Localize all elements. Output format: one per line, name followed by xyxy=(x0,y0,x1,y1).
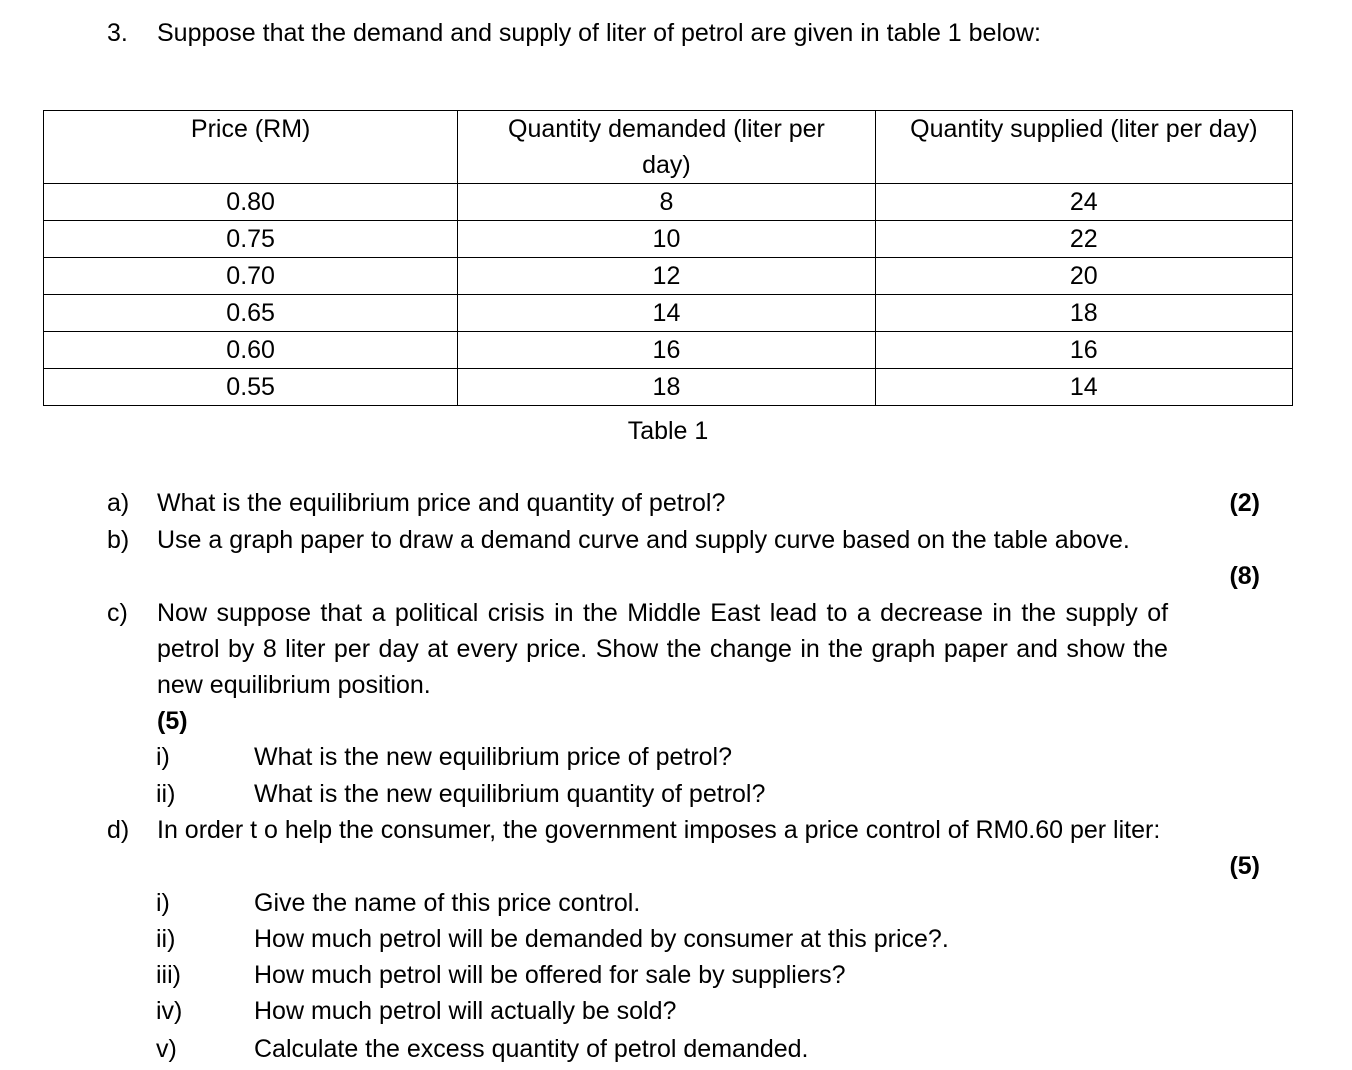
part-d-sub-label: iii) xyxy=(156,961,181,989)
part-c-sub-text: What is the new equilibrium price of petrol? xyxy=(254,743,733,771)
part-a-marks: (2) xyxy=(1229,489,1260,517)
part-c-line-3: new equilibrium position. xyxy=(157,671,431,699)
part-d-label: d) xyxy=(107,816,130,844)
part-c-sub-text: What is the new equilibrium quantity of petrol? xyxy=(254,780,766,808)
table-header-row xyxy=(44,111,1293,184)
part-d-sub-text: How much petrol will actually be sold? xyxy=(254,997,677,1025)
header-price: Price (RM) xyxy=(44,111,458,184)
header-quantity-demanded: Quantity demanded (liter per day) xyxy=(458,111,875,184)
table-row xyxy=(44,369,1293,406)
part-a-label: a) xyxy=(107,489,130,517)
cell-price: 0.55 xyxy=(44,369,458,406)
part-c-sub-label: ii) xyxy=(156,780,176,808)
cell-demanded: 14 xyxy=(458,295,875,332)
cell-supplied: 18 xyxy=(875,295,1292,332)
part-d-marks: (5) xyxy=(1229,852,1260,880)
part-c-marks: (5) xyxy=(157,707,188,735)
header-quantity-supplied: Quantity supplied (liter per day) xyxy=(875,111,1292,184)
table-row xyxy=(44,184,1293,221)
cell-demanded: 16 xyxy=(458,332,875,369)
part-c-line-1: Now suppose that a political crisis in the Middle East lead to a decrease in the supply of xyxy=(157,599,1169,627)
question-intro: Suppose that the demand and supply of liter of petrol are given in table 1 below: xyxy=(157,19,1041,47)
part-b-marks: (8) xyxy=(1229,562,1260,590)
part-d-sub-text: How much petrol will be offered for sale by suppliers? xyxy=(254,961,846,989)
cell-price: 0.75 xyxy=(44,221,458,258)
part-b-text: Use a graph paper to draw a demand curve and supply curve based on the table above. xyxy=(157,526,1130,554)
cell-price: 0.65 xyxy=(44,295,458,332)
part-d-sub-text: Calculate the excess quantity of petrol demanded. xyxy=(254,1035,809,1063)
table-row xyxy=(44,258,1293,295)
cell-supplied: 20 xyxy=(875,258,1292,295)
part-d-sub-text: Give the name of this price control. xyxy=(254,889,641,917)
table-row xyxy=(44,221,1293,258)
part-d-sub-label: v) xyxy=(156,1035,177,1063)
cell-supplied: 22 xyxy=(875,221,1292,258)
cell-supplied: 24 xyxy=(875,184,1292,221)
part-d-sub-label: iv) xyxy=(156,997,183,1025)
cell-price: 0.70 xyxy=(44,258,458,295)
table-caption: Table 1 xyxy=(627,417,709,445)
table-row xyxy=(44,332,1293,369)
part-b-label: b) xyxy=(107,526,130,554)
cell-supplied: 14 xyxy=(875,369,1292,406)
part-d-sub-label: ii) xyxy=(156,925,176,953)
part-d-text: In order t o help the consumer, the government imposes a price control of RM0.60 per liter: xyxy=(157,816,1161,844)
table-row xyxy=(44,295,1293,332)
part-a-text: What is the equilibrium price and quantity of petrol? xyxy=(157,489,726,517)
part-c-label: c) xyxy=(107,599,128,627)
cell-price: 0.60 xyxy=(44,332,458,369)
cell-demanded: 18 xyxy=(458,369,875,406)
part-c-sub-label: i) xyxy=(156,743,170,771)
part-d-sub-label: i) xyxy=(156,889,170,917)
cell-supplied: 16 xyxy=(875,332,1292,369)
cell-demanded: 12 xyxy=(458,258,875,295)
cell-demanded: 10 xyxy=(458,221,875,258)
part-c-line-2: petrol by 8 liter per day at every price. Show the change in the graph paper and show the xyxy=(157,635,1168,663)
question-number: 3. xyxy=(107,19,128,47)
demand-supply-table xyxy=(43,110,1293,406)
cell-demanded: 8 xyxy=(458,184,875,221)
cell-price: 0.80 xyxy=(44,184,458,221)
part-d-sub-text: How much petrol will be demanded by consumer at this price?. xyxy=(254,925,949,953)
